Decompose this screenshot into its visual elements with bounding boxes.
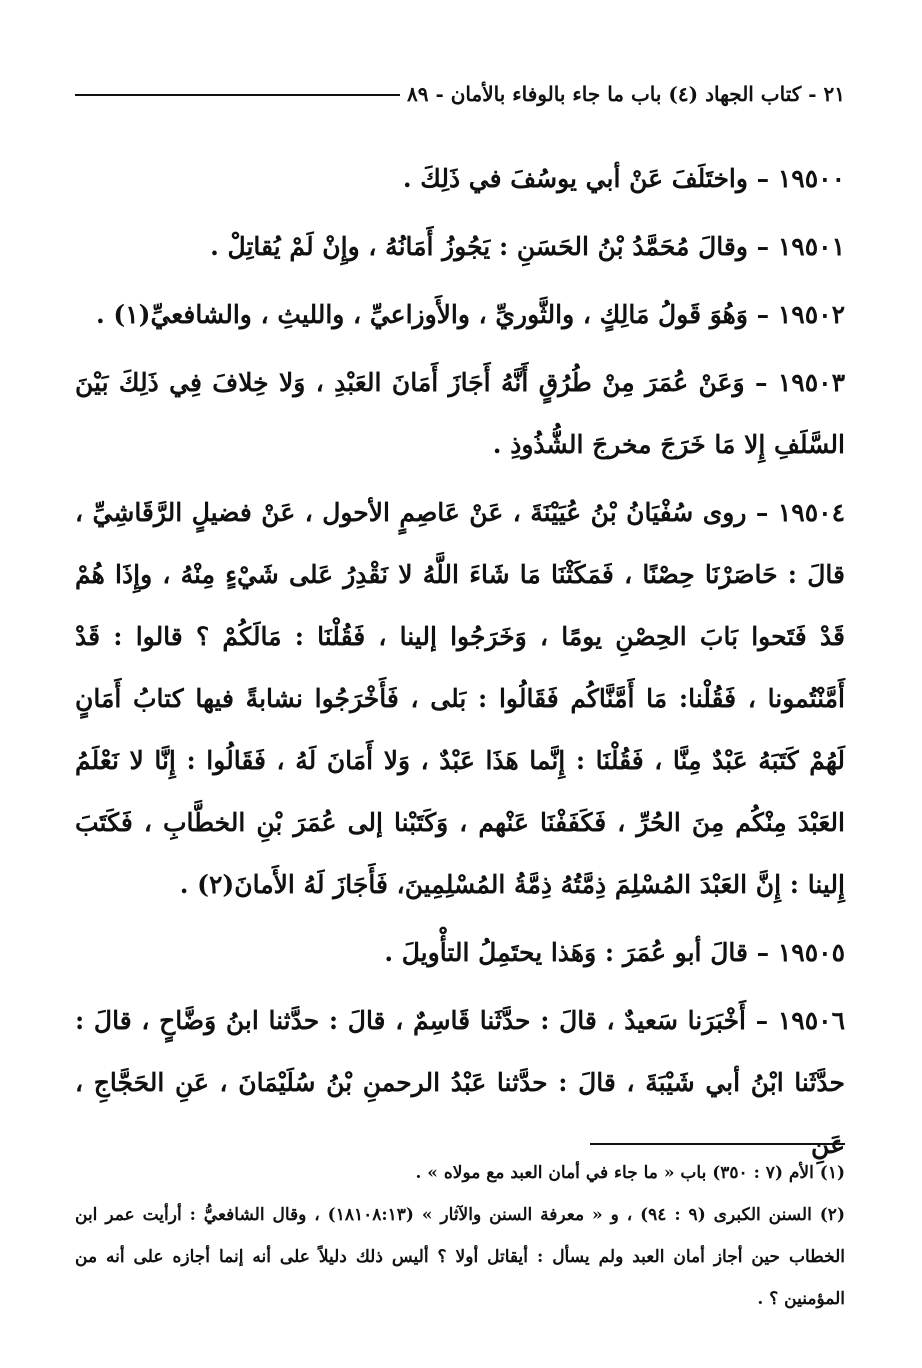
paragraph-19502: ١٩٥٠٢ – وَهُوَ قَولُ مَالِكٍ ، والثَّوريِّ ، والأَوزاعيِّ ، والليثِ ، والشافعيِّ(١) . [95, 300, 845, 329]
footnote-separator [590, 1143, 845, 1145]
header-rule [75, 94, 400, 96]
running-title: ٢١ - كتاب الجهاد (٤) باب ما جاء بالوفاء بالأمان - ٨٩ [407, 82, 845, 106]
paragraph-19505: ١٩٥٠٥ – قالَ أبو عُمَرَ : وَهَذا يحتَمِلُ التأْويلَ . [384, 938, 845, 967]
paragraph-19501: ١٩٥٠١ – وقالَ مُحَمَّدُ بْنُ الحَسَنِ : يَجُوزُ أَمَانُهُ ، وإِنْ لَمْ يُقاتِلْ . [210, 232, 845, 261]
footnote-2: (٢) السنن الكبرى (٩ : ٩٤) ، و « معرفة السنن والآثار » (١٨١٠٨:١٣) ، وقال الشافعيُّ : أرأيت عمر ابن الخطاب حين أجاز أمان العبد ولم يسأل : أيقاتل أولا ؟ أليس ذلك دليلاً على أنه إنما أجازه على أنه من المؤمنين ؟ . [75, 1205, 845, 1309]
main-text [75, 148, 845, 1182]
page-header [75, 78, 845, 118]
footnote-1: (١) الأم (٧ : ٣٥٠) باب « ما جاء في أمان العبد مع مولاه » . [415, 1163, 845, 1183]
paragraph-19500: ١٩٥٠٠ – واختَلَفَ عَنْ أبي يوسُفَ في ذَلِكَ . [402, 164, 845, 193]
paragraph-19503: ١٩٥٠٣ – وَعَنْ عُمَرَ مِنْ طُرُقٍ أَنَّهُ أَجَازَ أَمَانَ العَبْدِ ، وَلا خِلافَ فِي ذَلِكَ بَيْنَ السَّلَفِ إِلا مَا خَرَجَ مخرجَ الشُّذُوذِ . [75, 368, 845, 459]
paragraph-19506: ١٩٥٠٦ – أَخْبَرَنا سَعيدٌ ، قالَ : حدَّثَنا قَاسِمٌ ، قالَ : حدَّثنا ابنُ وَضَّاحٍ ، قالَ : حدَّثَنا ابْنُ أبي شَيْبَةَ ، قالَ : حدَّثنا عَبْدُ الرحمنِ بْنُ سُلَيْمَانَ ، عَنِ الحَجَّاجِ ، عَنِ [75, 1006, 845, 1159]
footnotes [75, 1152, 845, 1320]
paragraph-19504: ١٩٥٠٤ – روى سُفْيَانُ بْنُ عُيَيْنَةَ ، عَنْ عَاصِمٍ الأحول ، عَنْ فضيلٍ الرَّقَاشِيِّ ، قالَ : حَاصَرْنَا حِصْنًا ، فَمَكَثْنَا مَا شَاءَ اللَّهُ لا نَقْدِرُ عَلى شَيْءٍ مِنْهُ ، وإِذَا هُمْ قَدْ فَتَحوا بَابَ الحِصْنِ يومًا ، وَخَرَجُوا إلينا ، فَقُلْنَا : مَالَكُمْ ؟ قالوا : قَدْ أَمَّنْتُمونا ، فَقُلْنا: مَا أَمَّنَّاكُم فَقَالُوا : بَلى ، فَأَخْرَجُوا نشابةً فيها كتابُ أَمَانٍ لَهُمْ كَتَبَهُ عَبْدٌ مِنَّا ، فَقُلْنَا : إِنَّما هَذَا عَبْدٌ ، وَلا أَمَانَ لَهُ ، فَقَالُوا : إِنَّا لا نَعْلَمُ العَبْدَ مِنْكُم مِنَ الحُرِّ ، فَكَفَفْنَا عَنْهم ، وَكَتَبْنا إلى عُمَرَ بْنِ الخطَّابِ ، فَكَتَبَ إِلينا : إِنَّ العَبْدَ المُسْلِمَ ذِمَّتُهُ ذِمَّةُ المُسْلِمِينَ، فَأَجَازَ لَهُ الأَمانَ(٢) . [75, 498, 845, 899]
